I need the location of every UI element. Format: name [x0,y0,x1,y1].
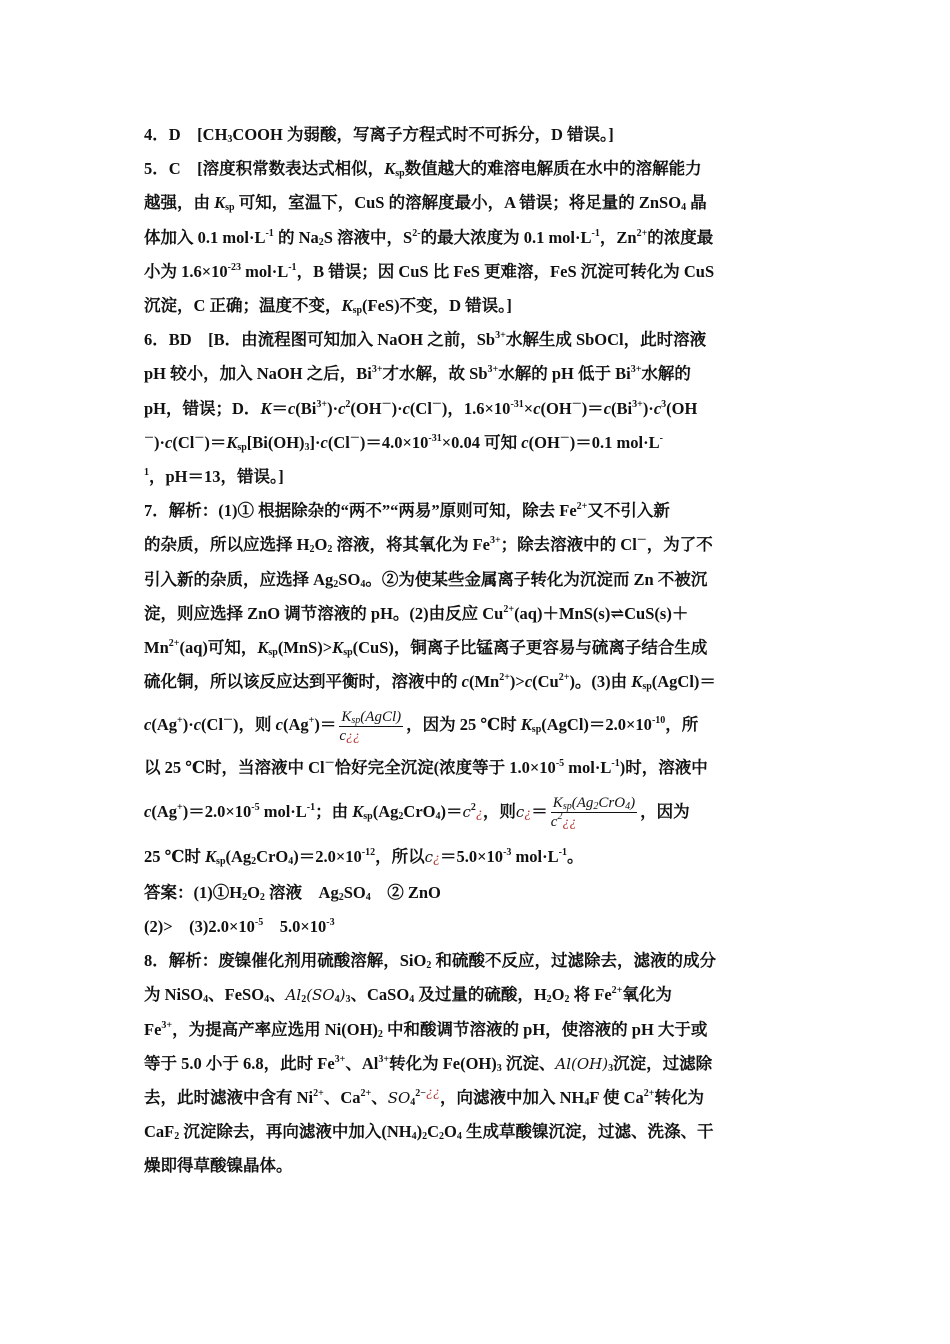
text-line: $Mn^{2+}(aq)$可知，$K_{sp}(MnS)>K_{sp}(CuS)$，铜离子比锰离子更容易与硫离子结合生成 [144,638,708,659]
text-line: 越强，由 $K_{sp}$ 可知，室温下，CuS 的溶解度最小，A 错误；将足量的 ZnSO$_4$ 晶 [144,193,707,214]
document-body [144,118,806,1184]
fraction: $\frac{K_{sp}(AgCl)}{c¿¿}$ [339,708,402,744]
text-line: pH，错误；D．$K=c(Bi^{3+})\cdot c^2(OH^-)\cdot c(Cl^-)$，$1.6\times 10^{-31}\times c(OH^-)=c(Bi^{3+})\cdot c^3(OH$ [144,398,698,418]
text-line: 燥即得草酸镍晶体。 [144,1156,293,1176]
text-line: 的杂质，所以应选择 $H_2O_2$ 溶液，将其氧化为 $Fe^{3+}$；除去溶液中的 Cl－，为了不 [144,535,713,556]
answer-summary [144,876,806,944]
text-line: 等于 5.0 小于 6.8，此时 $Fe^{3+}$、$Al^{3+}$转化为 $Fe(OH)_3$ 沉淀、$Al(OH)_3$沉淀，过滤除 [144,1053,713,1074]
answer-5 [144,152,806,323]
text-line: 25 ℃时 $K_{sp}(Ag_2CrO_4)=2.0\times 10^{-12}$，所以$c¿=5.0\times 10^{-3}$ $mol\cdot L^{-1}$。 [144,846,584,867]
answer-7 [144,494,806,876]
text-line: 5．C [溶度积常数表达式相似，$K_{sp}$数值越大的难溶电解质在水中的溶解能力 [144,159,702,180]
text-line: 以 25 ℃时，当溶液中 Cl－恰好完全沉淀(浓度等于 $1.0\times 10^{-5}$ $mol\cdot L^{-1}$)时，溶液中 [144,758,708,778]
text-line: 为 NiSO$_4$、FeSO$_4$、$Al_2(SO_4)_3$、CaSO$_4$ 及过量的硫酸，$H_2O_2$ 将 $Fe^{2+}$氧化为 [144,985,672,1006]
text-line: 小为 $1.6\times 10^{-23}$ $mol\cdot L^{-1}$，B 错误；因 CuS 比 FeS 更难溶，FeS 沉淀可转化为 CuS [144,261,715,281]
text-line: 体加入 0.1 $mol\cdot L^{-1}$ 的 $Na_2S$ 溶液中，$S^{2-}$的最大浓度为 0.1 $mol\cdot L^{-1}$，$Zn^{2+}$的浓度最 [144,227,714,248]
text-line: 答案：$(1)①H_2O_2$ 溶液 $Ag_2SO_4$ ② ZnO [144,882,441,903]
text-line: 硫化铜，所以该反应达到平衡时，溶液中的 $c(Mn^{2+})>c(Cu^{2+})$。(3)由 $K_{sp}(AgCl)=$ [144,672,716,693]
text-line: 8．解析：废镍催化剂用硫酸溶解，SiO$_2$ 和硫酸不反应，过滤除去，滤液的成分 [144,951,716,972]
text-line: 淀，则应选择 ZnO 调节溶液的 pH。(2)由反应 $Cu^{2+}(aq)+MnS(s)\rightleftharpoons CuS(s)+$ [144,603,689,623]
text-line: pH 较小，加入 NaOH 之后，$Bi^{3+}$才水解，故 $Sb^{3+}$水解的 pH 低于 $Bi^{3+}$水解的 [144,364,691,384]
text-line: c(Ag+)·c(Cl－)，则 c(Ag+)＝ $\frac{K_{sp}(AgCl)}{c¿¿}$ ，因为 25 ℃时 $K_{sp}(AgCl)=2.0\times 10^{-10}$，所 [144,708,699,744]
text-line: 7．解析：(1)① 根据除杂的“两不”“两易”原则可知，除去 $Fe^{2+}$又不引入新 [144,501,670,521]
text-line: 4．D [$CH_3COOH$ 为弱酸，写离子方程式时不可拆分，D 错误。] [144,125,614,145]
text-line: $c(Ag^+)=2.0\times 10^{-5}$ $mol\cdot L^{-1}$；由 $K_{sp}(Ag_2CrO_4)=c^2¿$，则c¿＝ $\frac{K_{sp}(Ag_2CrO_4)}{c^2¿¿}$ ，因为 [144,794,690,830]
text-line: (2)> $(3)2.0\times 10^{-5}$ $5.0\times 10^{-3}$ [144,917,335,937]
text-line: 沉淀，C 正确；温度不变，$K_{sp}(FeS)$不变，D 错误。] [144,296,512,317]
text-line: 6．BD [B．由流程图可知加入 NaOH 之前，$Sb^{3+}$水解生成 SbOCl，此时溶液 [144,330,707,350]
answer-6 [144,323,806,494]
text-line: $^-)\cdot c(Cl^-)=K_{sp}[Bi(OH)_3]\cdot c(Cl^-)=4.0\times 10^{-31}\times 0.04$ 可知 c(OH－)＝0.1 mol·L- [144,432,663,453]
answer-8 [144,944,806,1183]
text-line: 去，此时滤液中含有 $Ni^{2+}$、$Ca^{2+}$、$SO_4^{2-¿¿}$，向滤液中加入 $NH_4F$ 使 $Ca^{2+}$转化为 [144,1085,704,1109]
answer-4 [144,118,806,152]
text-line: CaF$_2$ 沉淀除去，再向滤液中加入$(NH_4)_2C_2O_4$ 生成草酸镍沉淀，过滤、洗涤、干 [144,1122,714,1143]
text-line: $Fe^{3+}$，为提高产率应选用 $Ni(OH)_2$ 中和酸调节溶液的 pH，使溶液的 pH 大于或 [144,1019,708,1040]
text-line: $^1$，pH＝13，错误。] [144,467,284,487]
fraction: $\frac{K_{sp}(Ag_2CrO_4)}{c^2¿¿}$ [550,794,636,830]
text-line: 引入新的杂质，应选择 $Ag_2SO_4$。②为使某些金属离子转化为沉淀而 Zn 不被沉 [144,569,708,590]
